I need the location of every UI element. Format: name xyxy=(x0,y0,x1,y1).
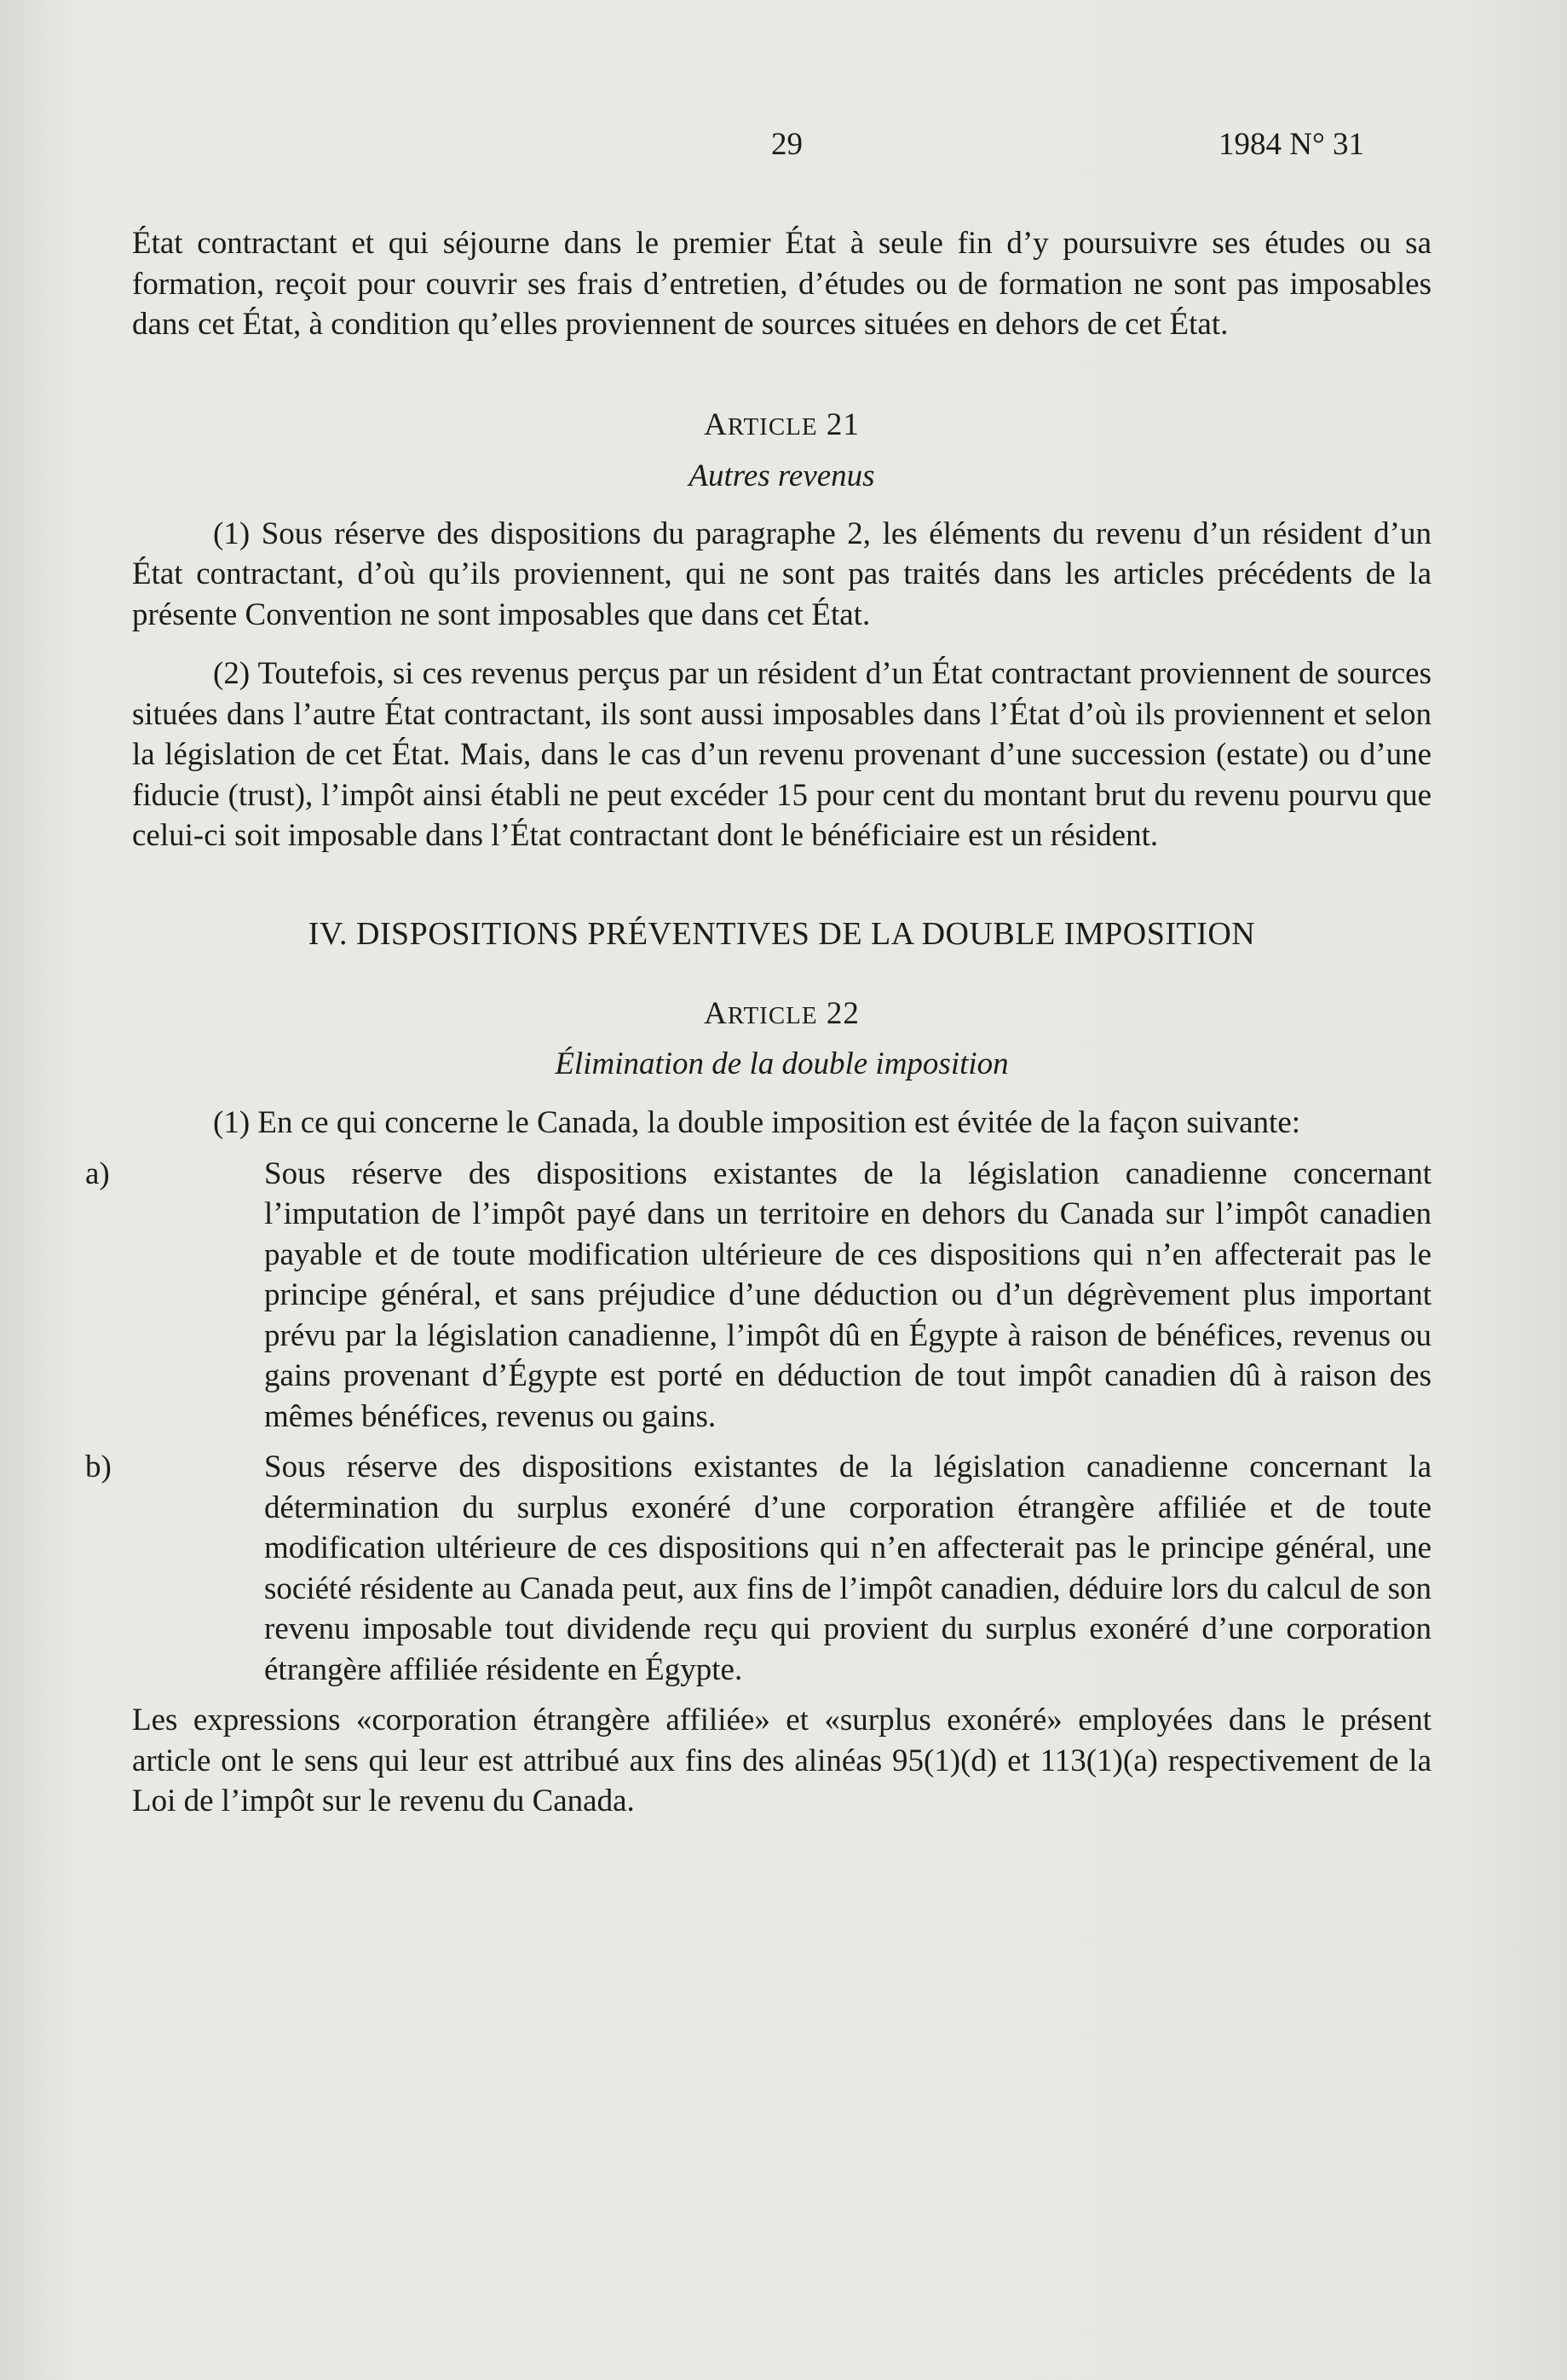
article-22-title: Élimination de la double imposition xyxy=(555,1046,1009,1081)
list-item-b-text: Sous réserve des dispositions existantes de la législation canadienne concernant la détermination du surplus exonéré d’une corporation étrangère affiliée et de toute modification ultérieure de ces dispositions qui n’en affecterait pas le principe général, une société résidente au Canada peut, aux fins de l’impôt canadien, déduire lors du calcul de son revenu imposable tout dividende reçu qui provient du surplus exonéré d’une corporation étrangère affiliée résidente en Égypte. xyxy=(264,1449,1432,1687)
article-21-paragraph-1: (1) Sous réserve des dispositions du paragraphe 2, les éléments du revenu d’un résident d’un État contractant, d’où qu’ils proviennent, qui ne sont pas traités dans les articles précédents de la présente Convention ne sont imposables que dans cet État. xyxy=(132,516,1432,632)
page-number: 29 xyxy=(771,127,803,162)
list-item-b-label: b) xyxy=(85,1449,112,1484)
article-22-paragraph-1: (1) En ce qui concerne le Canada, la double imposition est évitée de la façon suivante: xyxy=(213,1105,1301,1140)
issue-number: 1984 N° 31 xyxy=(1218,127,1365,162)
article-21-paragraph-2: (2) Toutefois, si ces revenus perçus par un résident d’un État contractant proviennent de sources situées dans l’autre État contractant, ils sont aussi imposables dans l’État d’où ils proviennent et selon la législation de cet État. Mais, dans le cas d’un revenu provenant d’une succession (estate) ou d’une fiducie (trust), l’impôt ainsi établi ne peut excéder 15 pour cent du montant brut du revenu pourvu que celui-ci soit imposable dans l’État contractant dont le bénéficiaire est un résident. xyxy=(132,656,1432,853)
section-title: IV. DISPOSITIONS PRÉVENTIVES DE LA DOUBLE IMPOSITION xyxy=(308,915,1256,952)
list-item-a-text: Sous réserve des dispositions existantes de la législation canadienne concernant l’imputation de l’impôt payé dans un territoire en dehors du Canada sur l’impôt canadien payable et de toute modification ultérieure de ces dispositions qui n’en affecterait pas le principe général, et sans préjudice d’une déduction ou d’un dégrèvement plus important prévu par la législation canadienne, l’impôt dû en Égypte à raison de bénéfices, revenus ou gains provenant d’Égypte est porté en déduction de tout impôt canadien dû à raison des mêmes bénéfices, revenus ou gains. xyxy=(264,1155,1432,1434)
page-header xyxy=(0,126,1567,169)
article-22-heading: ARTICLE 22 xyxy=(704,996,860,1031)
list-item-a xyxy=(0,1154,1432,1438)
article-21-heading: ARTICLE 21 xyxy=(704,406,860,442)
article-21-title: Autres revenus xyxy=(688,458,875,493)
closing-paragraph: Les expressions «corporation étrangère affiliée» et «surplus exonéré» employées dans le présent article ont le sens qui leur est attribué aux fins des alinéas 95(1)(d) et 113(1)(a) respectivement de la Loi de l’impôt sur le revenu du Canada. xyxy=(132,1703,1432,1818)
intro-paragraph: État contractant et qui séjourne dans le premier État à seule fin d’y poursuivre ses études ou sa formation, reçoit pour couvrir ses frais d’entretien, d’études ou de formation ne sont pas imposables dans cet État, à condition qu’elles proviennent de sources situées en dehors de cet État. xyxy=(132,226,1432,342)
list-item-a-label: a) xyxy=(85,1155,110,1191)
list-item-b xyxy=(0,1447,1432,1690)
page-body xyxy=(85,223,1432,1822)
